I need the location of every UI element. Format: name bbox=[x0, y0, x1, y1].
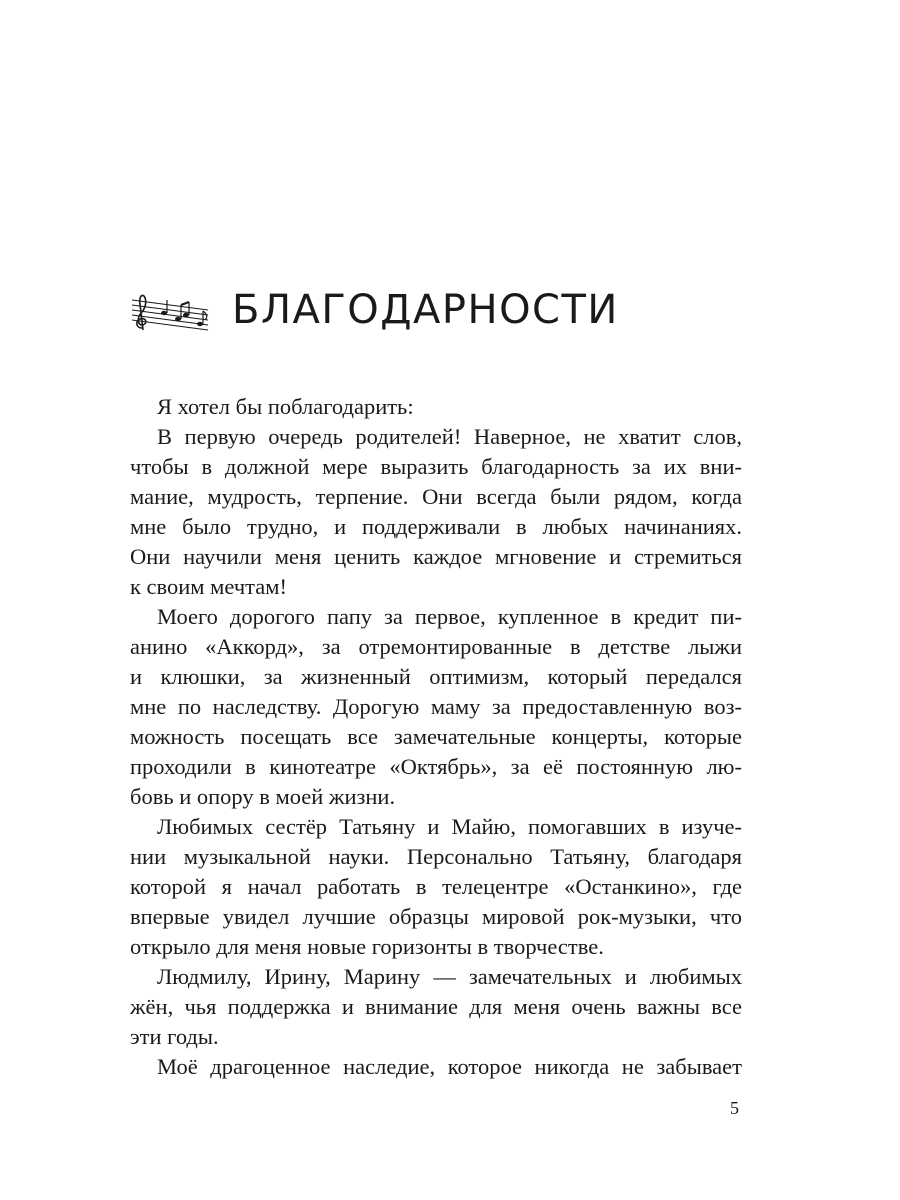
text-line: Я хотел бы поблагодарить: bbox=[157, 394, 414, 419]
body-text bbox=[130, 392, 742, 1082]
text-line: мне было трудно, и поддерживали в любых начинаниях. bbox=[130, 514, 742, 539]
text-line: мне по наследству. Дорогую маму за предоставленную воз- bbox=[130, 694, 742, 719]
text-line: можность посещать все замечательные концерты, которые bbox=[130, 724, 742, 749]
text-line: жён, чья поддержка и внимание для меня очень важны все bbox=[130, 994, 742, 1019]
text-line: Любимых сестёр Татьяну и Майю, помогавших в изуче- bbox=[157, 814, 742, 839]
text-line: Людмилу, Ирину, Марину — замечательных и любимых bbox=[157, 964, 742, 989]
text-line: к своим мечтам! bbox=[130, 574, 287, 599]
text-line: мание, мудрость, терпение. Они всегда были рядом, когда bbox=[130, 484, 742, 509]
text-line: Они научили меня ценить каждое мгновение и стремиться bbox=[130, 544, 742, 569]
text-line: нии музыкальной науки. Персонально Татьяну, благодаря bbox=[130, 844, 742, 869]
text-line: открыло для меня новые горизонты в творчестве. bbox=[130, 934, 604, 959]
text-line: Моё драгоценное наследие, которое никогда не забывает bbox=[157, 1054, 742, 1079]
text-line: эти годы. bbox=[130, 1024, 219, 1049]
text-line: проходили в кинотеатре «Октябрь», за её постоянную лю- bbox=[130, 754, 742, 779]
chapter-title: БЛАГОДАРНОСТИ bbox=[232, 287, 619, 333]
page-number: 5 bbox=[730, 1098, 739, 1118]
text-line: анино «Аккорд», за отремонтированные в детстве лыжи bbox=[130, 634, 742, 659]
text-line: бовь и опору в моей жизни. bbox=[130, 784, 396, 809]
text-line: которой я начал работать в телецентре «Останкино», где bbox=[130, 874, 742, 899]
text-line: В первую очередь родителей! Наверное, не хватит слов, bbox=[157, 424, 742, 449]
text-line: чтобы в должной мере выразить благодарность за их вни- bbox=[130, 454, 742, 479]
text-line: впервые увидел лучшие образцы мировой рок-музыки, что bbox=[130, 904, 742, 929]
text-line: и клюшки, за жизненный оптимизм, который передался bbox=[130, 664, 742, 689]
text-line: Моего дорогого папу за первое, купленное в кредит пи- bbox=[157, 604, 742, 629]
chapter-heading bbox=[130, 280, 619, 340]
music-staff-icon bbox=[130, 288, 210, 332]
